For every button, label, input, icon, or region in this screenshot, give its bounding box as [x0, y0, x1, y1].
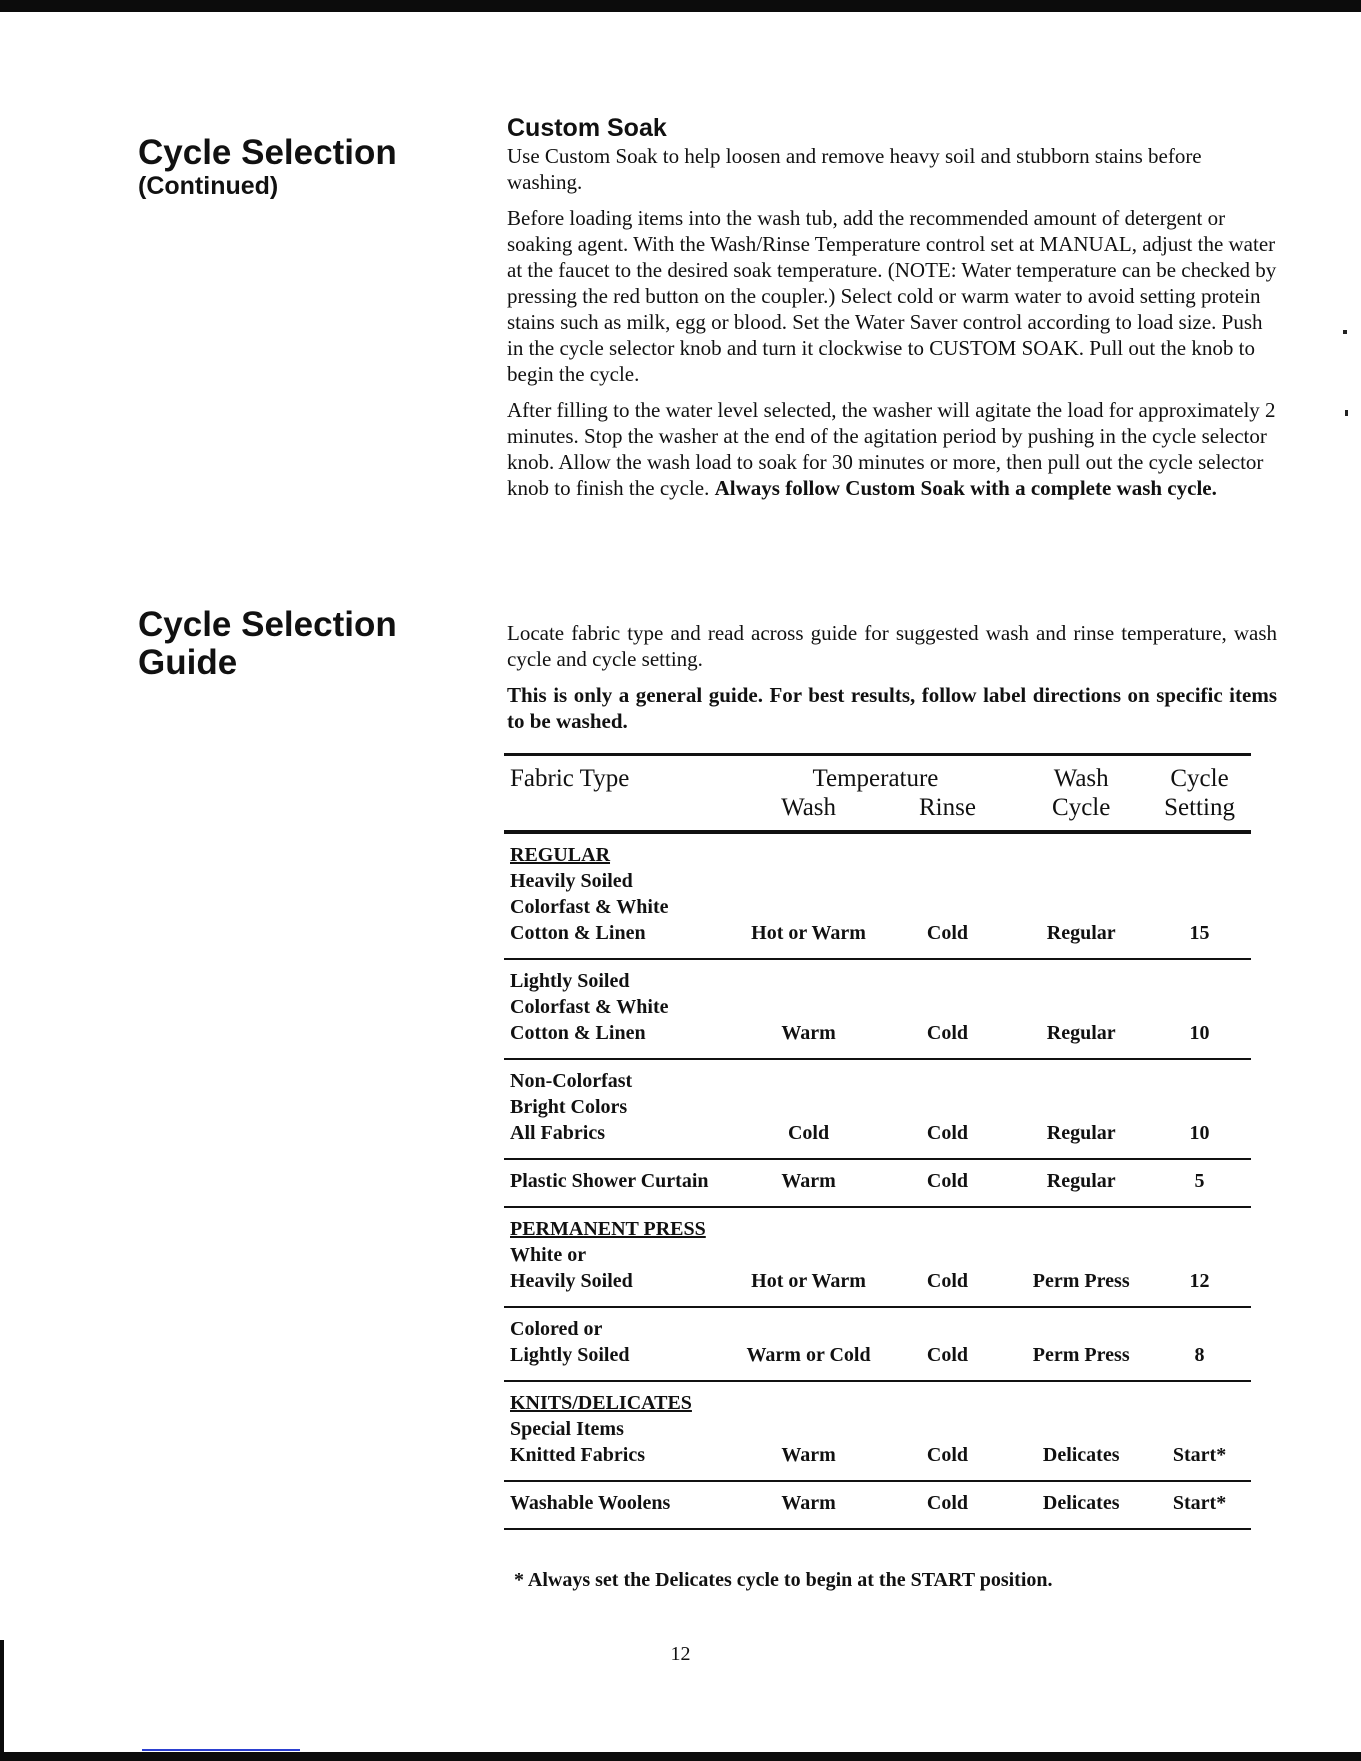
rinse-temp: Cold — [926, 1344, 969, 1366]
header-cycle-setting-line1: Cycle — [1170, 765, 1229, 792]
table-row — [504, 1307, 1251, 1381]
cycle-setting: 5 — [1194, 1170, 1205, 1192]
table-row — [504, 1481, 1251, 1529]
fabric-line: Cotton & Linen — [510, 922, 646, 944]
fabric-line: Lightly Soiled — [510, 1344, 630, 1366]
cycle-setting: 12 — [1189, 1270, 1210, 1292]
fabric-line: Bright Colors — [510, 1096, 628, 1118]
fabric-line: Heavily Soiled — [510, 870, 633, 892]
scan-edge-top — [0, 0, 1361, 12]
header-rinse: Rinse — [918, 794, 976, 821]
custom-soak-procedure-text: After filling to the water level selected, the washer will agitate the load for approximately 2 minutes. Stop the washer at the end of the agitation period by pushing in the cycle selector knob. Allow the wash load to soak for 30 minutes or more, then pull out the cycle selector knob to finish the cycle. — [507, 398, 1276, 500]
fabric-line: Cotton & Linen — [510, 1022, 646, 1044]
custom-soak-heading: Custom Soak — [507, 114, 667, 142]
fabric-cell — [504, 959, 737, 1059]
fabric-line: Lightly Soiled — [510, 970, 630, 992]
cycle-setting: Start* — [1172, 1492, 1227, 1514]
custom-soak-intro: Use Custom Soak to help loosen and remove heavy soil and stubborn stains before washing. — [507, 144, 1202, 194]
wash-temp: Warm — [781, 1492, 836, 1514]
custom-soak-section — [507, 114, 1277, 501]
page-number: 12 — [670, 1643, 691, 1665]
wash-temp: Warm — [781, 1444, 836, 1466]
fabric-line: Plastic Shower Curtain — [510, 1170, 709, 1192]
scan-blue-line — [142, 1749, 300, 1751]
fabric-line: White or — [510, 1244, 587, 1266]
table-row — [504, 1159, 1251, 1207]
fabric-line: Heavily Soiled — [510, 1270, 633, 1292]
section-subtitle: (Continued) — [138, 172, 279, 200]
section-title: Cycle Selection — [138, 133, 397, 172]
fabric-line: Non-Colorfast — [510, 1070, 633, 1092]
custom-soak-procedure — [507, 397, 1277, 501]
rinse-temp: Cold — [926, 1444, 969, 1466]
wash-temp: Warm — [781, 1170, 836, 1192]
wash-temp: Hot or Warm — [751, 922, 866, 944]
scan-edge-bottom — [0, 1752, 1361, 1761]
rinse-temp: Cold — [926, 1270, 969, 1292]
cycle-setting: 8 — [1194, 1344, 1205, 1366]
rinse-temp: Cold — [926, 1122, 969, 1144]
header-wash: Wash — [781, 794, 837, 821]
header-cycle-setting-line2: Setting — [1164, 794, 1235, 821]
cycle-setting: 15 — [1189, 922, 1210, 944]
table-row — [504, 1207, 1251, 1307]
wash-temp: Warm or Cold — [746, 1344, 871, 1366]
wash-cycle: Delicates — [1042, 1492, 1120, 1514]
fabric-line: Colorfast & White — [510, 896, 669, 918]
rinse-temp: Cold — [926, 1492, 969, 1514]
fabric-cell — [504, 1307, 737, 1381]
table-row — [504, 832, 1251, 959]
fabric-category: REGULAR — [510, 844, 611, 866]
custom-soak-warning: Always follow Custom Soak with a complete wash cycle. — [714, 476, 1217, 500]
section-title-line2: Guide — [138, 643, 238, 682]
wash-cycle: Regular — [1046, 1170, 1116, 1192]
fabric-line: Knitted Fabrics — [510, 1444, 645, 1466]
guide-intro: Locate fabric type and read across guide for suggested wash and rinse temperature, wash cycle and cycle setting. — [507, 621, 1277, 671]
scan-speck — [1343, 330, 1347, 334]
fabric-line: All Fabrics — [510, 1122, 605, 1144]
header-fabric-type: Fabric Type — [510, 765, 630, 792]
wash-temp: Warm — [781, 1022, 836, 1044]
fabric-cell — [504, 1481, 737, 1529]
wash-cycle: Regular — [1046, 922, 1116, 944]
sidebar-section-continued — [138, 134, 397, 200]
fabric-cell — [504, 1059, 737, 1159]
cycle-setting: Start* — [1172, 1444, 1227, 1466]
wash-cycle: Perm Press — [1032, 1270, 1130, 1292]
fabric-cell — [504, 1381, 737, 1481]
cycle-selection-table — [504, 754, 1251, 1530]
guide-note: This is only a general guide. For best results, follow label directions on specific items to be washed. — [507, 683, 1277, 733]
wash-cycle: Regular — [1046, 1122, 1116, 1144]
fabric-cell — [504, 832, 737, 959]
table-row — [504, 959, 1251, 1059]
guide-intro-section — [507, 620, 1277, 744]
fabric-cell — [504, 1159, 737, 1207]
table-row — [504, 1059, 1251, 1159]
fabric-line: Washable Woolens — [510, 1492, 671, 1514]
scan-speck — [1345, 410, 1348, 416]
header-temperature: Temperature — [812, 765, 939, 792]
fabric-line: Colored or — [510, 1318, 603, 1340]
wash-cycle: Perm Press — [1032, 1344, 1130, 1366]
custom-soak-instructions: Before loading items into the wash tub, add the recommended amount of detergent or soaking agent. With the Wash/Rinse Temperature control set at MANUAL, adjust the water at the faucet to the desired soak temperature. (NOTE: Water temperature can be checked by pressing the red button on the coupler.) Select cold or warm water to avoid setting protein stains such as milk, egg or blood. Set the Water Saver control according to load size. Push in the cycle selector knob and turn it clockwise to CUSTOM SOAK. Pull out the knob to begin the cycle. — [507, 206, 1277, 386]
table-footnote: * Always set the Delicates cycle to begin at the START position. — [514, 1569, 1053, 1591]
rinse-temp: Cold — [926, 1022, 969, 1044]
rinse-temp: Cold — [926, 1170, 969, 1192]
section-title: Cycle Selection — [138, 605, 397, 644]
fabric-cell — [504, 1207, 737, 1307]
table-row — [504, 1381, 1251, 1481]
header-wash-cycle-line2: Cycle — [1052, 794, 1111, 821]
wash-cycle: Regular — [1046, 1022, 1116, 1044]
wash-cycle: Delicates — [1042, 1444, 1120, 1466]
sidebar-section-guide — [138, 606, 397, 682]
wash-temp: Cold — [787, 1122, 830, 1144]
wash-temp: Hot or Warm — [751, 1270, 866, 1292]
cycle-setting: 10 — [1189, 1122, 1210, 1144]
fabric-category: KNITS/DELICATES — [510, 1392, 692, 1414]
fabric-line: Colorfast & White — [510, 996, 669, 1018]
rinse-temp: Cold — [926, 922, 969, 944]
header-wash-cycle-line1: Wash — [1053, 765, 1109, 792]
cycle-setting: 10 — [1189, 1022, 1210, 1044]
fabric-line: Special Items — [510, 1418, 624, 1440]
fabric-category: PERMANENT PRESS — [510, 1218, 706, 1240]
